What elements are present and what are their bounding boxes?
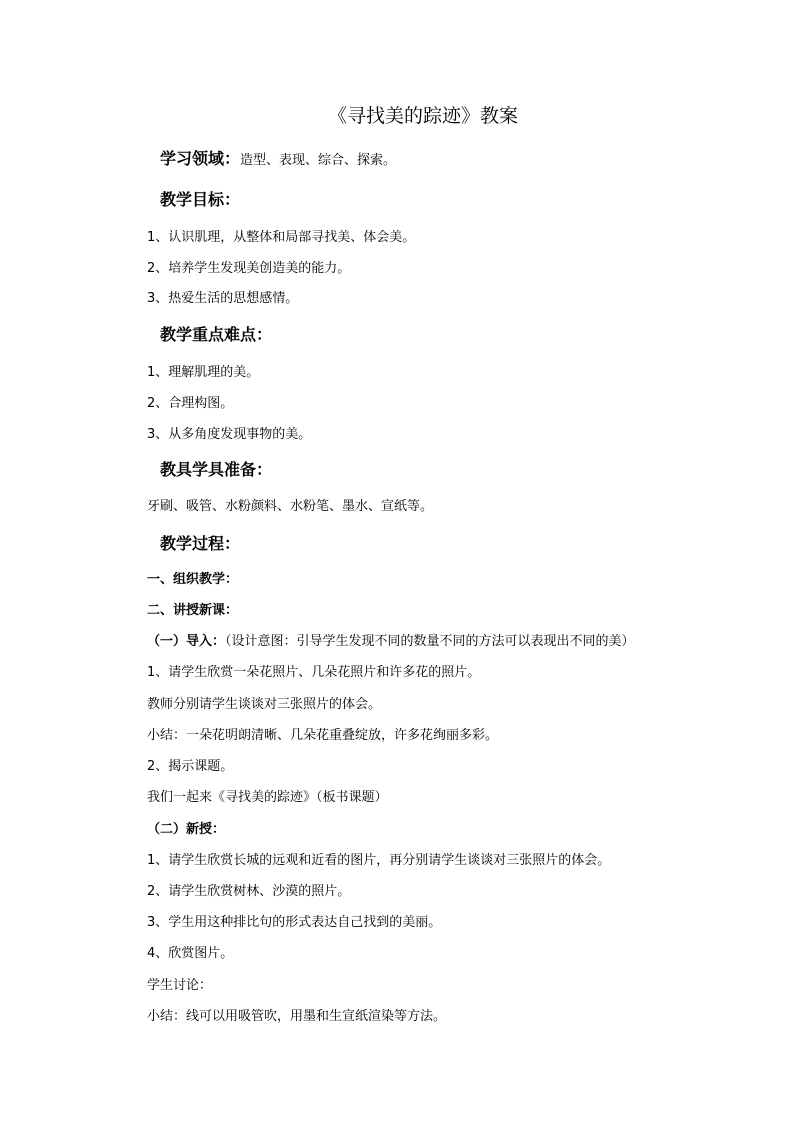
step-teach-new: 二、讲授新课：: [147, 603, 239, 618]
new-lesson-item: 1、请学生欣赏长城的远观和近看的图片，再分别请学生谈谈对三张照片的体会。: [147, 853, 611, 868]
study-area-label: 学习领域：: [160, 149, 241, 168]
intro-item: 小结：一朵花明朗清晰、几朵花重叠绽放，许多花绚丽多彩。: [147, 728, 499, 743]
materials-heading: 教具学具准备：: [160, 460, 273, 479]
key-points-heading: 教学重点难点：: [160, 325, 273, 344]
step-organize: 一、组织教学：: [147, 572, 239, 587]
key-point-item: 2、合理构图。: [147, 396, 234, 411]
objective-item: 2、培养学生发现美创造美的能力。: [147, 261, 351, 276]
intro-line: [147, 635, 635, 648]
key-point-item: 1、理解肌理的美。: [147, 365, 260, 380]
new-lesson-item: 3、学生用这种排比句的形式表达自己找到的美丽。: [147, 915, 442, 930]
new-lesson-label: （二）新授：: [147, 822, 226, 837]
study-area-value: 造型、表现、综合、探索。: [240, 153, 397, 168]
materials-text: 牙刷、吸管、水粉颜料、水粉笔、墨水、宣纸等。: [147, 499, 434, 514]
intro-item: 1、请学生欣赏一朵花照片、几朵花照片和许多花的照片。: [147, 665, 481, 680]
objectives-heading: 教学目标：: [160, 190, 241, 209]
key-point-item: 3、从多角度发现事物的美。: [147, 427, 312, 442]
intro-item: 我们一起来《寻找美的踪迹》（板书课题）: [147, 790, 388, 805]
new-lesson-item: 小结：线可以用吸管吹，用墨和生宣纸渲染等方法。: [147, 1009, 447, 1024]
document-title: 《寻找美的踪迹》教案: [327, 105, 518, 127]
intro-label: （一）导入：: [147, 634, 226, 649]
intro-item: 2、揭示课题。: [147, 759, 234, 774]
intro-note: （设计意图：引导学生发现不同的数量不同的方法可以表现出不同的美）: [225, 634, 635, 649]
new-lesson-item: 4、欣赏图片。: [147, 946, 234, 961]
objective-item: 3、热爱生活的思想感情。: [147, 291, 299, 306]
study-area-line: [160, 151, 396, 167]
intro-item: 教师分别请学生谈谈对三张照片的体会。: [147, 697, 382, 712]
new-lesson-item: 2、请学生欣赏树林、沙漠的照片。: [147, 884, 351, 899]
process-heading: 教学过程：: [160, 534, 241, 553]
new-lesson-item: 学生讨论：: [147, 978, 213, 993]
objective-item: 1、认识肌理，从整体和局部寻找美、体会美。: [147, 230, 416, 245]
